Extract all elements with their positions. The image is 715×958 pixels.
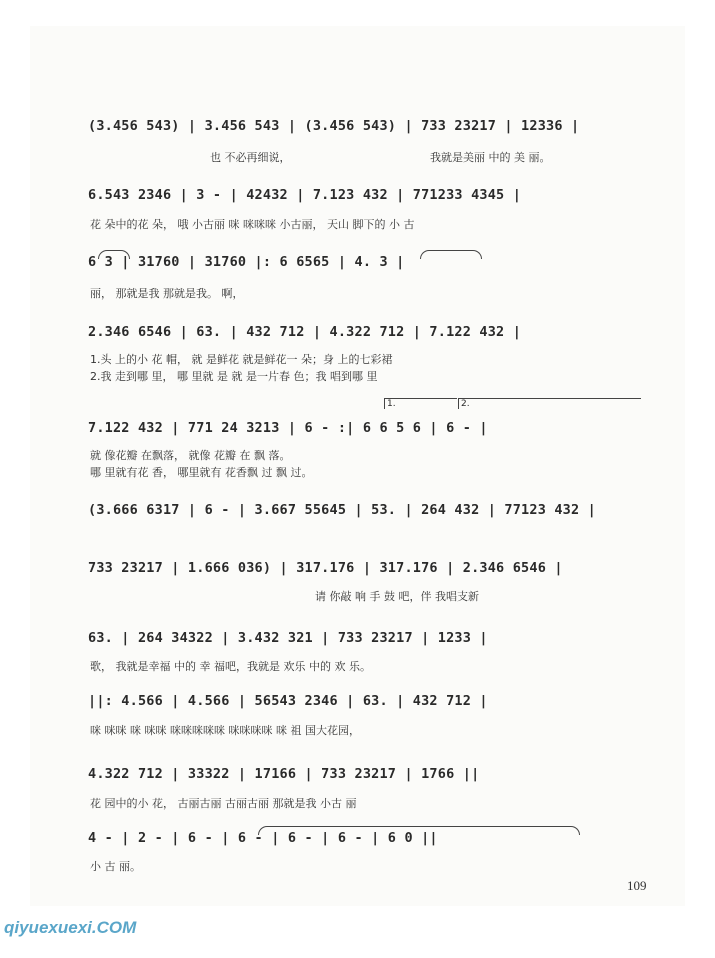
notation-line-1: (3.456 543) | 3.456 543 | (3.456 543) | 733 23217 | 12336 |	[88, 118, 580, 134]
lyric-line-5a: 就 像花瓣 在飘落， 就像 花瓣 在 飘 落。	[90, 449, 291, 462]
lyric-line-7: 请 你敲 响 手 鼓 吧，伴 我唱支新	[315, 590, 479, 603]
notation-line-4: 2.346 6546 | 63. | 432 712 | 4.322 712 | 7.122 432 |	[88, 324, 522, 340]
lyric-line-10: 花 园中的小 花， 古丽古丽 古丽古丽 那就是我 小古 丽	[90, 797, 357, 810]
notation-line-6: (3.666 6317 | 6 - | 3.667 55645 | 53. | 264 432 | 77123 432 |	[88, 502, 596, 518]
tie-mark	[420, 250, 482, 259]
lyric-line-2: 花 朵中的花 朵， 哦 小古丽 咪 咪咪咪 小古丽， 天山 脚下的 小 古	[90, 218, 415, 231]
lyric-line-11: 小 古 丽。	[90, 860, 141, 873]
lyric-line-9: 咪 咪咪 咪 咪咪 咪咪咪咪咪 咪咪咪咪 咪 祖 国大花园，	[90, 724, 360, 737]
watermark-logo: qiyuexuexi.COM	[4, 918, 137, 937]
lyric-line-3: 丽， 那就是我 那就是我。 啊，	[90, 287, 244, 300]
notation-line-10: 4.322 712 | 33322 | 17166 | 733 23217 | 1766 ||	[88, 766, 480, 782]
notation-line-11: 4 - | 2 - | 6 - | 6 - | 6 - | 6 - | 6 0 ||	[88, 830, 438, 846]
page-number: 109	[627, 878, 647, 893]
lyric-line-1b: 我就是美丽 中的 美 丽。	[430, 151, 551, 164]
notation-line-7: 733 23217 | 1.666 036) | 317.176 | 317.176 | 2.346 6546 |	[88, 560, 563, 576]
volta-1: 1.	[384, 398, 457, 409]
lyric-line-4b: 2.我 走到哪 里， 哪 里就 是 就 是一片春 色；我 唱到哪 里	[90, 370, 378, 383]
lyric-line-4a: 1.头 上的小 花 帽， 就 是鲜花 就是鲜花一 朵；身 上的七彩裙	[90, 353, 393, 366]
lyric-line-5b: 哪 里就有花 香， 哪里就有 花香飘 过 飘 过。	[90, 466, 313, 479]
tie-mark	[258, 826, 580, 835]
volta-2: 2.	[458, 398, 641, 409]
lyric-line-8: 歌， 我就是幸福 中的 幸 福吧，我就是 欢乐 中的 欢 乐。	[90, 660, 371, 673]
tie-mark	[98, 250, 130, 259]
notation-line-2: 6.543 2346 | 3 - | 42432 | 7.123 432 | 771233 4345 |	[88, 187, 522, 203]
notation-line-5: 7.122 432 | 771 24 3213 | 6 - :| 6 6 5 6 | 6 - |	[88, 420, 488, 436]
notation-line-3: 6 3 | 31760 | 31760 |: 6 6565 | 4. 3 |	[88, 254, 405, 270]
notation-line-8: 63. | 264 34322 | 3.432 321 | 733 23217 | 1233 |	[88, 630, 488, 646]
lyric-line-1a: 也 不必再细说，	[210, 151, 291, 164]
notation-line-9: ||: 4.566 | 4.566 | 56543 2346 | 63. | 432 712 |	[88, 693, 488, 709]
